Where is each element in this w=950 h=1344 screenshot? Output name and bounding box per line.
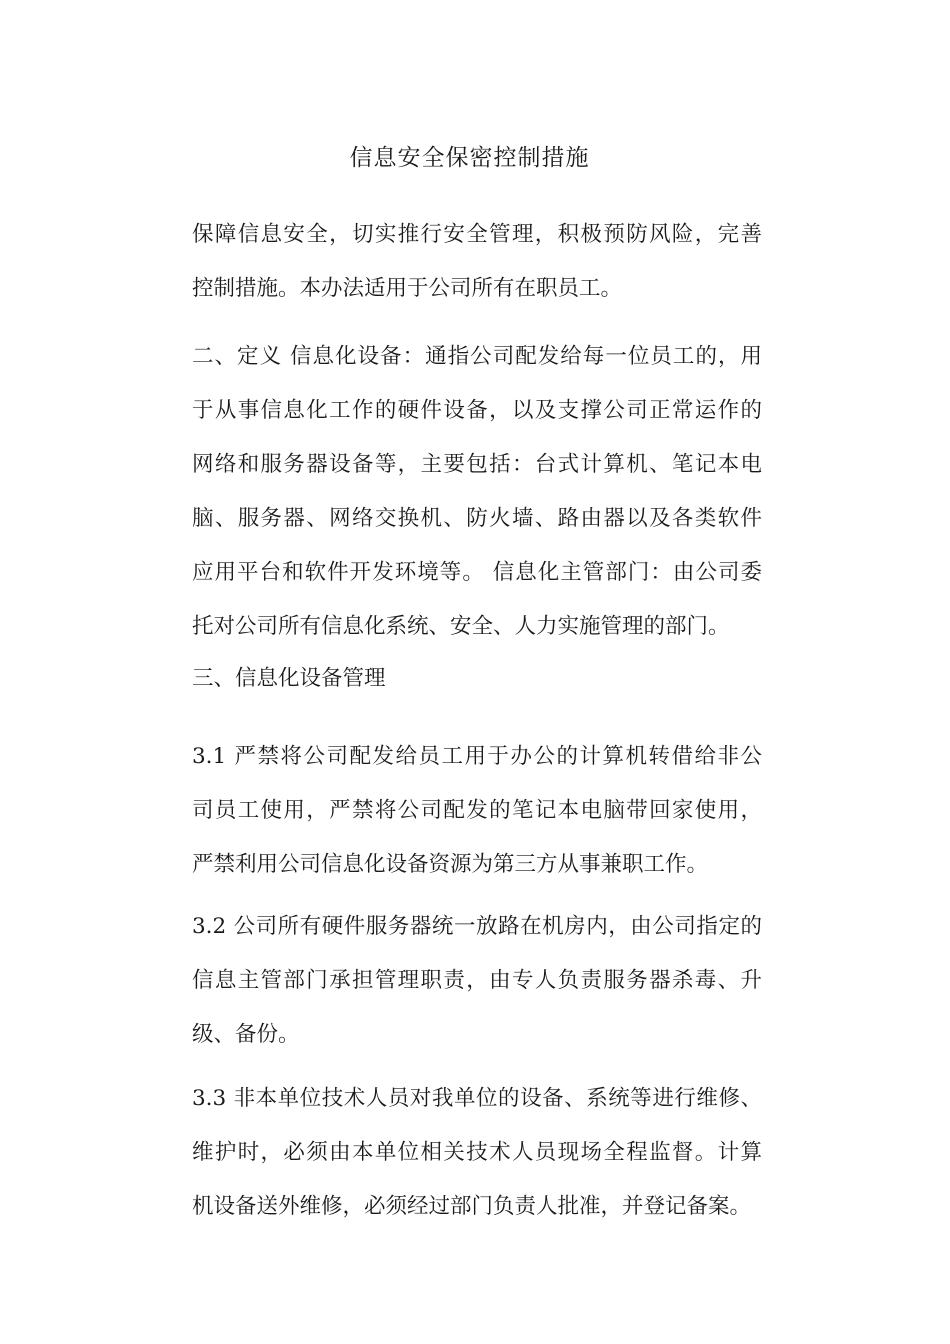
paragraph-3-3	[192, 1072, 762, 1234]
paragraph-line: 应用平台和软件开发环境等。 信息化主管部门：由公司委	[192, 560, 762, 585]
paragraph-3-2	[192, 900, 762, 1062]
paragraph-line: 3.1 严禁将公司配发给员工用于办公的计算机转借给非公	[192, 744, 762, 769]
paragraph-line: 控制措施。本办法适用于公司所有在职员工。	[192, 276, 623, 301]
paragraph-line: 信息主管部门承担管理职责，由专人负责服务器杀毒、升	[192, 968, 762, 993]
paragraph-line: 严禁利用公司信息化设备资源为第三方从事兼职工作。	[192, 852, 709, 877]
paragraph-line: 司员工使用，严禁将公司配发的笔记本电脑带回家使用，	[192, 798, 762, 823]
paragraph-line: 于从事信息化工作的硬件设备，以及支撑公司正常运作的	[192, 398, 762, 423]
paragraph-line: 三、信息化设备管理	[192, 666, 386, 691]
section-heading-equipment	[192, 652, 762, 706]
paragraph-3-1	[192, 730, 762, 892]
paragraph-line: 托对公司所有信息化系统、安全、人力实施管理的部门。	[192, 614, 730, 639]
paragraph-line: 机设备送外维修，必须经过部门负责人批准，并登记备案。	[192, 1194, 752, 1219]
document-title: 信息安全保密控制措施	[349, 145, 590, 171]
paragraph-line: 3.3 非本单位技术人员对我单位的设备、系统等进行维修、	[192, 1086, 762, 1111]
paragraph-line: 3.2 公司所有硬件服务器统一放路在机房内，由公司指定的	[192, 914, 762, 939]
paragraph-intro	[192, 208, 762, 316]
paragraph-line: 保障信息安全，切实推行安全管理，积极预防风险，完善	[192, 222, 762, 247]
paragraph-line: 脑、服务器、网络交换机、防火墙、路由器以及各类软件	[192, 506, 762, 531]
paragraph-line: 级、备份。	[192, 1022, 300, 1047]
paragraph-definitions	[192, 330, 762, 654]
paragraph-line: 二、定义 信息化设备：通指公司配发给每一位员工的，用	[192, 344, 762, 369]
paragraph-line: 网络和服务器设备等，主要包括：台式计算机、笔记本电	[192, 452, 762, 477]
paragraph-line: 维护时，必须由本单位相关技术人员现场全程监督。计算	[192, 1140, 762, 1165]
